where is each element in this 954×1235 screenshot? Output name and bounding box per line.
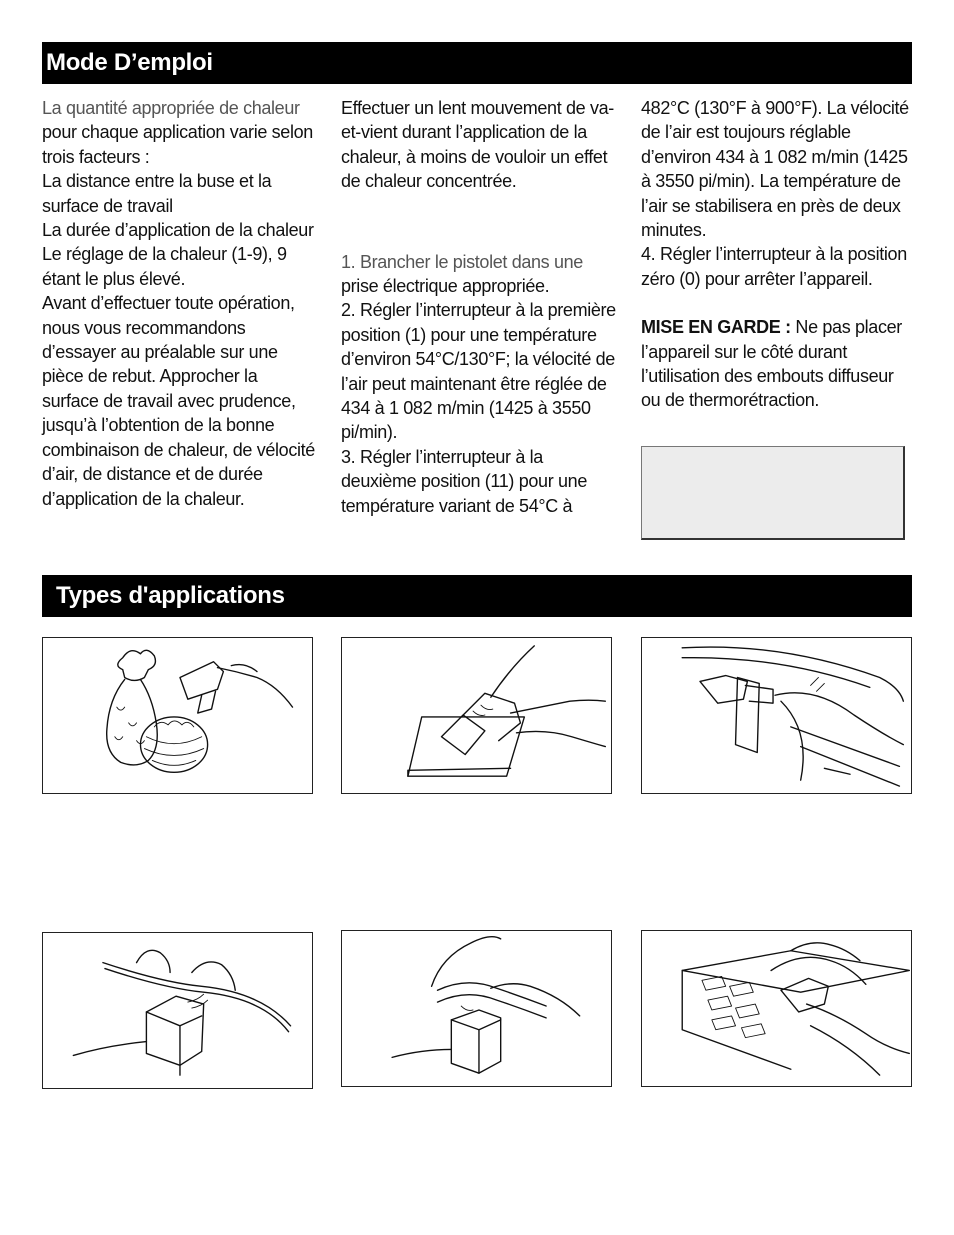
factor-distance: La distance entre la buse et la surface de travail [42, 171, 272, 216]
step-3: 3. Régler l’interrupteur à la deuxième position (11) pour une température variant de 54°C à [341, 446, 587, 516]
step-1: 1. Brancher le pistolet dans une [341, 251, 583, 272]
factors-text: pour chaque application varie selon trois facteurs : [42, 122, 313, 167]
test-advice: Avant d’effectuer toute opération, nous vous recommandons d’essayer au préalable sur une pièce de rebut. Approcher la surface de travail avec prudence, jusqu’à l’obtention de la bonne combinaison de chaleur, de vélocité d’air, de distance et de durée d’application de la chaleur. [42, 293, 315, 509]
movement-paragraph: Effectuer un lent mouvement de va-et-vient durant l’application de la chaleur, à moins de vouloir un effet de chaleur concentrée. [341, 98, 614, 192]
warning-paragraph [641, 315, 917, 413]
instructions-column-1 [42, 96, 318, 511]
factor-setting: Le réglage de la chaleur (1-9), 9 étant le plus élevé. [42, 244, 287, 289]
paint-stripping-illustration [341, 637, 612, 794]
intro-line: La quantité appropriée de chaleur [42, 98, 300, 118]
car-window-decal-illustration [641, 637, 912, 794]
shrink-tubing-illustration [42, 932, 313, 1089]
warning-label: MISE EN GARDE : [641, 317, 791, 338]
instructions-column-3 [641, 96, 917, 413]
step-1-cont: prise électrique appropriée. [341, 276, 550, 297]
grey-note-box [641, 446, 905, 540]
section-title: Mode D’emploi [46, 49, 213, 76]
panel-stickers-illustration [641, 930, 912, 1087]
factor-duration: La durée d’application de la chaleur [42, 220, 314, 241]
section-title: Types d'applications [56, 582, 285, 609]
gift-basket-shrink-wrap-illustration [42, 637, 313, 794]
warning-text: Ne pas placer l’appareil sur le côté durant l’utilisation des embouts diffuseur ou de thermorétraction. [641, 317, 902, 411]
section-header-mode-emploi [42, 42, 912, 84]
step-4: 4. Régler l’interrupteur à la position zéro (0) pour arrêter l’appareil. [641, 244, 907, 289]
section-header-types-applications [42, 575, 912, 617]
step-2: 2. Régler l’interrupteur à la première position (1) pour une température d’environ 54°C/130°F; la vélocité de l’air peut maintenant être réglée de 434 à 1 082 m/min (1425 à 3550 pi/min). [341, 300, 616, 443]
step-3-cont: 482°C (130°F à 900°F). La vélocité de l’air est toujours réglable d’environ 434 à 1 082 m/min (1425 à 3550 pi/min). La température de l’air se stabilisera en près de deux minutes. [641, 98, 909, 241]
instructions-column-2 [341, 96, 617, 518]
bending-pipe-illustration [341, 930, 612, 1087]
